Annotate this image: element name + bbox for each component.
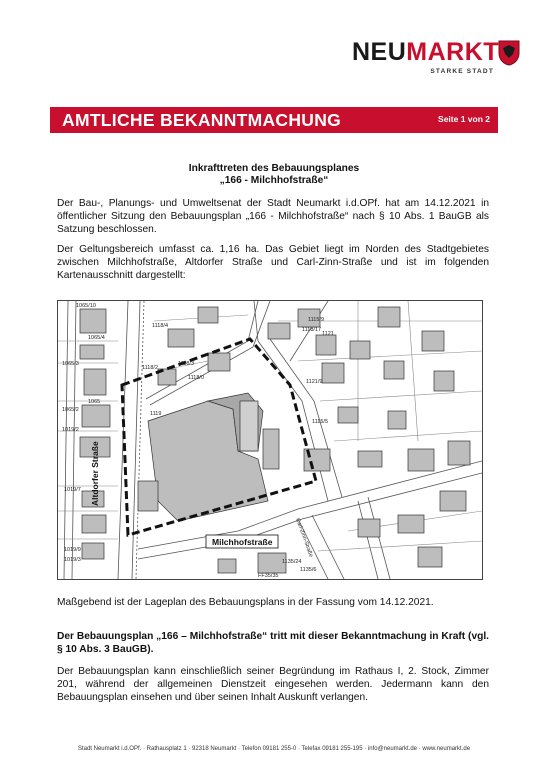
parcel-label: 1118/4 xyxy=(152,323,169,329)
parcel-label: 1118/2 xyxy=(142,365,159,371)
page-indicator: Seite 1 von 2 xyxy=(438,114,490,124)
parcel-label: 1065/4 xyxy=(88,335,105,341)
logo-wordmark-markt: MARKT xyxy=(406,38,500,66)
parcel-label: 1135/24 xyxy=(282,559,302,565)
parcel-label: 1121/9 xyxy=(306,379,323,385)
parcel-label: 1065/3 xyxy=(62,361,79,367)
announcement-banner xyxy=(50,107,498,133)
parcel-label: 1115/9 xyxy=(308,317,325,323)
parcel-label: FF35/35 xyxy=(258,573,279,579)
logo-wordmark xyxy=(352,38,499,66)
parcel-label: 1065/10 xyxy=(76,303,96,309)
paragraph-resolution: Der Bau-, Planungs- und Umweltsenat der Stadt Neumarkt i.d.OPf. hat am 14.12.2021 in öffentlicher Sitzung den Bebauungsplan „166 - Milchhofstraße“ nach § 10 Abs. 1 BauGB als Satzung beschlossen. xyxy=(57,198,489,236)
paragraph-in-force: Der Bebauungsplan „166 – Milchhofstraße“ tritt mit dieser Bekanntmachung in Kraft (vgl. § 10 Abs. 3 BauGB). xyxy=(57,631,489,656)
paragraph-inspection: Der Bebauungsplan kann einschließlich seiner Begründung im Rathaus I, 2. Stock, Zimmer 201, während der allgemeinen Dienstzeit eingesehen werden. Jedermann kann den Bebauungsplan einsehen und über seinen Inhalt Auskunft verlangen. xyxy=(57,666,489,704)
parcel-label: 1065 xyxy=(88,399,101,405)
document-heading-line1: Inkrafttreten des Bebauungsplanes xyxy=(188,163,360,174)
page-footer: Stadt Neumarkt i.d.OPf. · Rathausplatz 1 · 92318 Neumarkt · Telefon 09181 255-0 · Telefax 09181 255-195 · info@neumarkt.de · www.neumarkt.de xyxy=(77,746,471,752)
parcel-label: 1118/0 xyxy=(188,375,205,381)
document-heading-line2: „166 - Milchhofstraße“ xyxy=(219,175,329,186)
parcel-label: 1019/2 xyxy=(62,427,79,433)
logo-wordmark-neu: NEU xyxy=(352,38,407,66)
street-label-altdorfer: Altdorfer Straße xyxy=(90,441,100,506)
parcel-label: 1019/7 xyxy=(64,487,81,493)
parcel-label: 1065/2 xyxy=(62,407,79,413)
logo-tagline: STARKE STADT xyxy=(430,68,494,75)
city-crest-icon xyxy=(498,40,520,66)
paragraph-decisive-plan: Maßgebend ist der Lageplan des Bebauungsplans in der Fassung vom 14.12.2021. xyxy=(57,597,434,608)
parcel-label: 1118/3 xyxy=(178,361,195,367)
parcel-label: 1121 xyxy=(322,331,334,337)
parcel-label: 1135/6 xyxy=(300,567,317,573)
parcel-label: 1118/17 xyxy=(302,327,322,333)
parcel-label: 1019/9 xyxy=(64,547,81,553)
city-logo xyxy=(352,38,522,80)
parcel-label: 1119 xyxy=(150,411,162,417)
street-label-milchhof: Milchhofstraße xyxy=(212,537,273,547)
street-label-carlzinn: Carl-Zinn-Straße xyxy=(294,517,314,559)
parcel-label: 1019/3 xyxy=(64,557,81,563)
banner-title: AMTLICHE BEKANNTMACHUNG xyxy=(62,110,342,130)
parcel-label: 1115/5 xyxy=(312,419,329,425)
site-map-drawing xyxy=(58,301,482,579)
site-map xyxy=(57,300,483,580)
paragraph-area: Der Geltungsbereich umfasst ca. 1,16 ha. Das Gebiet liegt im Norden des Stadtgebietes zwischen Milchhofstraße, Altdorfer Straße und Carl-Zinn-Straße und ist im folgenden Kartenausschnitt dargestellt: xyxy=(57,244,489,282)
